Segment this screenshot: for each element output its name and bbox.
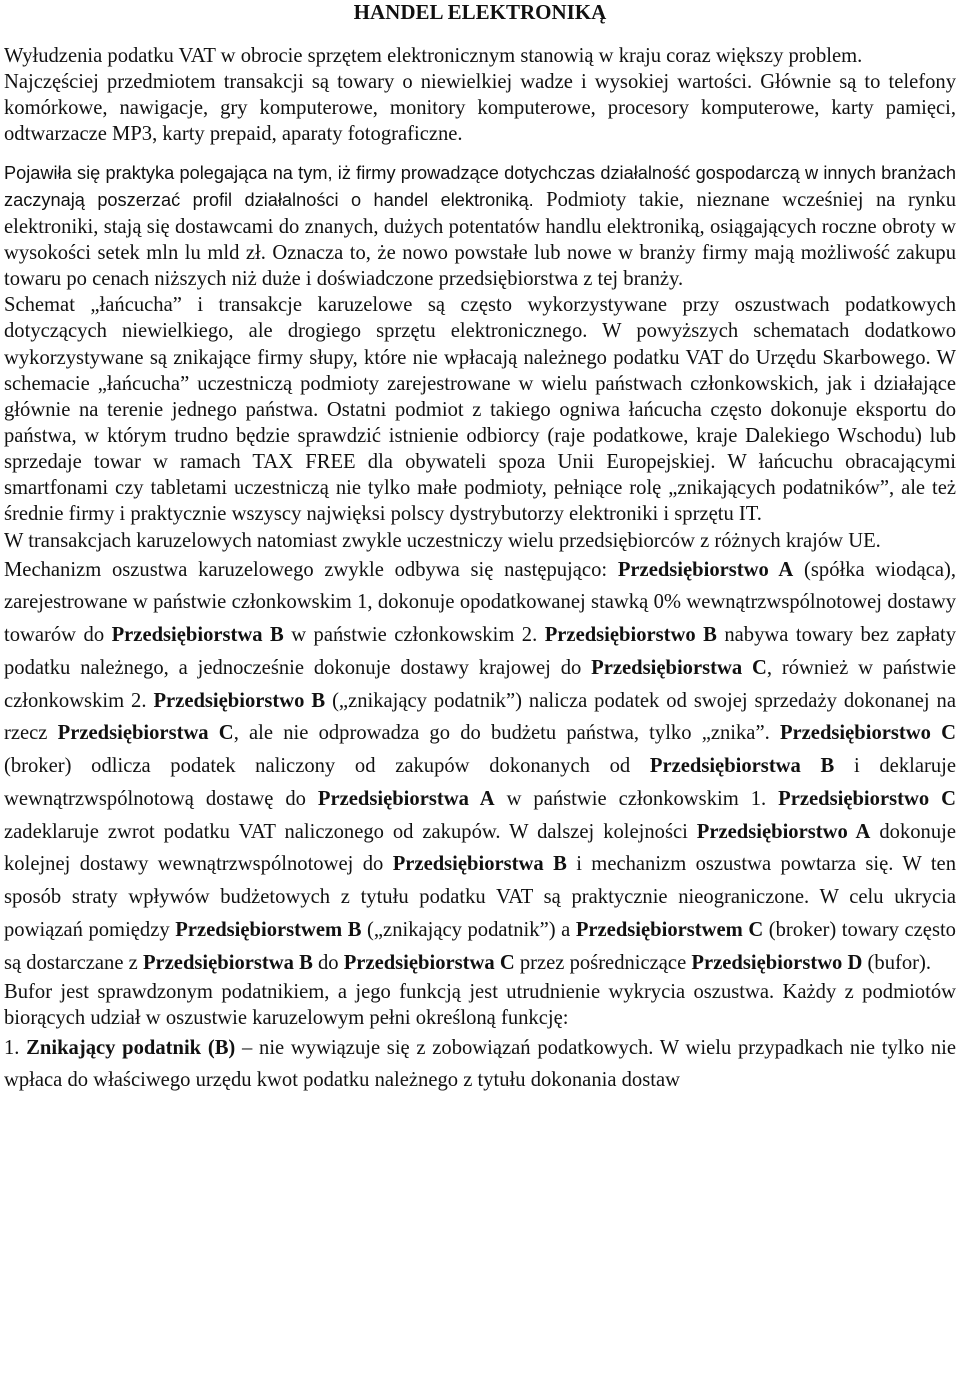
document-title: HANDEL ELEKTRONIKĄ [353,0,607,24]
new-firms-entities-text: Podmioty takie, nieznane wcześniej na rynku elektroniki, stają się dostawcami do znanych, dużych potentatów handlu elektroniką, osiągających roczne obroty w wysokości setek mln lu mld zł. Oznacza to, że nowo powstałe lub nowe w branży firmy mają możliwość zakupu towaru po cenach niższych niż duże i doświadczone przedsiębiorstwa z tej branży. [4,188,956,291]
intro-sentence: Wyłudzenia podatku VAT w obrocie sprzętem elektronicznym stanowią w kraju coraz większy problem. [4,45,863,67]
entity-name-mechanism: Przedsiębiorstwa B [142,951,313,974]
text-run-mechanism: , ale nie odprowadza go do budżetu państwa, tylko „znika”. [233,722,780,745]
text-run-mechanism: (bufor). [862,951,932,974]
text-run-mechanism: nabywa towary bez zapłaty podatku należnego, a jednocześnie dokonuje dostawy krajowej do [4,624,956,679]
entity-name-mechanism: Przedsiębiorstwa B [392,853,567,876]
entity-name-mechanism: Przedsiębiorstwem C [575,918,764,941]
text-run-mechanism: Mechanizm oszustwa karuzelowego zwykle odbywa się następująco: [4,558,618,581]
intro-goods-list: Najczęściej przedmiotem transakcji są towary o niewielkiej wadze i wysokiej wartości. Głównie są to telefony komórkowe, nawigacje, gry komputerowe, monitory komputerowe, procesory komputerowe, karty pamięci, odtwarzacze MP3, karty prepaid, aparaty fotograficzne. [4,71,956,146]
entity-name-mechanism: Przedsiębiorstwo A [696,820,871,843]
text-run-mechanism: , również w państwie członkowskim 2. [4,656,956,712]
entity-name-mechanism: Przedsiębiorstwa B [649,755,835,778]
entity-name-mechanism: Przedsiębiorstwo A [617,558,794,581]
text-run-mechanism: (broker) odlicza podatek naliczony od zakupów dokonanych od [4,755,650,778]
paragraph-carousel-mechanism [4,554,956,980]
entity-name-missing-trader: Znikający podatnik (B) [26,1036,236,1059]
text-run-mechanism: („znikający podatnik”) nalicza podatek od swojej sprzedaży dokonanej na rzecz [4,689,956,745]
paragraph-new-firms [4,160,956,293]
document-page [4,0,956,1097]
list-item-missing-trader [4,1032,956,1097]
new-firms-practice-text: Pojawiła się praktyka polegająca na tym, iż firmy prowadzące dotychczas działalność gospodarczą w innych branżach zaczynają poszerzać profil działalności o handel elektroniką. [4,162,956,210]
paragraph-intro [4,43,956,148]
entity-name-mechanism: Przedsiębiorstwa B [111,624,284,647]
paragraph-chain-scheme: Schemat „łańcucha” i transakcje karuzelowe są często wykorzystywane przy oszustwach podatkowych dotyczących niewielkiego, ale drogiego sprzętu elektronicznego. W powyższych schematach dodatkowo wykorzystywane są znikające firmy słupy, które nie wpłacają należnego podatku VAT do Urzędu Skarbowego. W schemacie „łańcucha” uczestniczą podmioty zarejestrowane w wielu państwach członkowskich, jak i działające głównie na terenie jednego państwa. Ostatni podmiot z takiego ogniwa łańcucha często dokonuje eksportu do państwa, w którym trudno będzie sprawdzić istnienie odbiorcy (raje podatkowe, kraje Dalekiego Wschodu) lub sprzedaje towar w ramach TAX FREE dla obywateli spoza Unii Europejskiej. W łańcuchu obracającymi smartfonami czy tabletami uczestniczą nie tylko małe podmioty, pełniące rolę „znikających podatników”, ale też średnie firmy i praktycznie wszyscy najwięksi polscy dystrybutorzy elektroniki i sprzętu IT. [4,294,956,526]
entity-name-mechanism: Przedsiębiorstwo B [544,624,717,647]
text-run-mechanism: (broker) towary często są dostarczane z [4,918,956,974]
text-run-mechanism: w państwie członkowskim 1. [494,787,779,810]
entity-name-mechanism: Przedsiębiorstwa C [591,656,767,679]
entity-name-mechanism: Przedsiębiorstwa C [57,722,234,745]
entity-name-mechanism: Przedsiębiorstwo D [691,951,863,974]
entity-name-mechanism: Przedsiębiorstwem B [175,918,362,941]
paragraph-buffer: Bufor jest sprawdzonym podatnikiem, a jego funkcją jest utrudnienie wykrycia oszustwa. Każdy z podmiotów biorących udział w oszustwie karuzelowym pełni określoną funkcję: [4,981,956,1030]
entity-name-mechanism: Przedsiębiorstwo C [778,787,956,810]
text-run-missing-trader: – nie wywiązuje się z zobowiązań podatkowych. W wielu przypadkach nie tylko nie wpłaca do właściwego urzędu kwot podatku należnego z tytułu dokonania dostaw [4,1036,956,1092]
paragraph-carousel-transactions: W transakcjach karuzelowych natomiast zwykle uczestniczy wielu przedsiębiorców z różnych krajów UE. [4,529,881,552]
text-run-mechanism: (spółka wiodąca), zarejestrowane w państwie członkowskim 1, dokonuje opodatkowanej stawką 0% wewnątrzwspólnotowej dostawy towarów do [4,558,957,647]
text-run-mechanism: i deklaruje wewnątrzwspólnotową dostawę do [4,755,956,810]
text-run-mechanism: zadeklaruje zwrot podatku VAT naliczonego od zakupów. W dalszej kolejności [4,820,697,843]
text-run-mechanism: przez pośredniczące [514,951,692,974]
text-run-mechanism: („znikający podatnik”) a [361,918,576,941]
entity-name-mechanism: Przedsiębiorstwo B [153,689,326,712]
text-run-mechanism: do [312,951,344,974]
entity-name-mechanism: Przedsiębiorstwa A [317,787,495,810]
entity-name-mechanism: Przedsiębiorstwo C [779,722,956,745]
text-run-missing-trader: 1. [4,1036,27,1059]
text-run-mechanism: i mechanizm oszustwa powtarza się. W ten sposób straty wpływów budżetowych z tytułu podatku VAT są praktycznie nieograniczone. W celu ukrycia powiązań pomiędzy [4,853,956,941]
entity-name-mechanism: Przedsiębiorstwa C [343,951,515,974]
text-run-mechanism: w państwie członkowskim 2. [283,624,545,647]
text-run-mechanism: dokonuje kolejnej dostawy wewnątrzwspólnotowej do [4,820,957,876]
